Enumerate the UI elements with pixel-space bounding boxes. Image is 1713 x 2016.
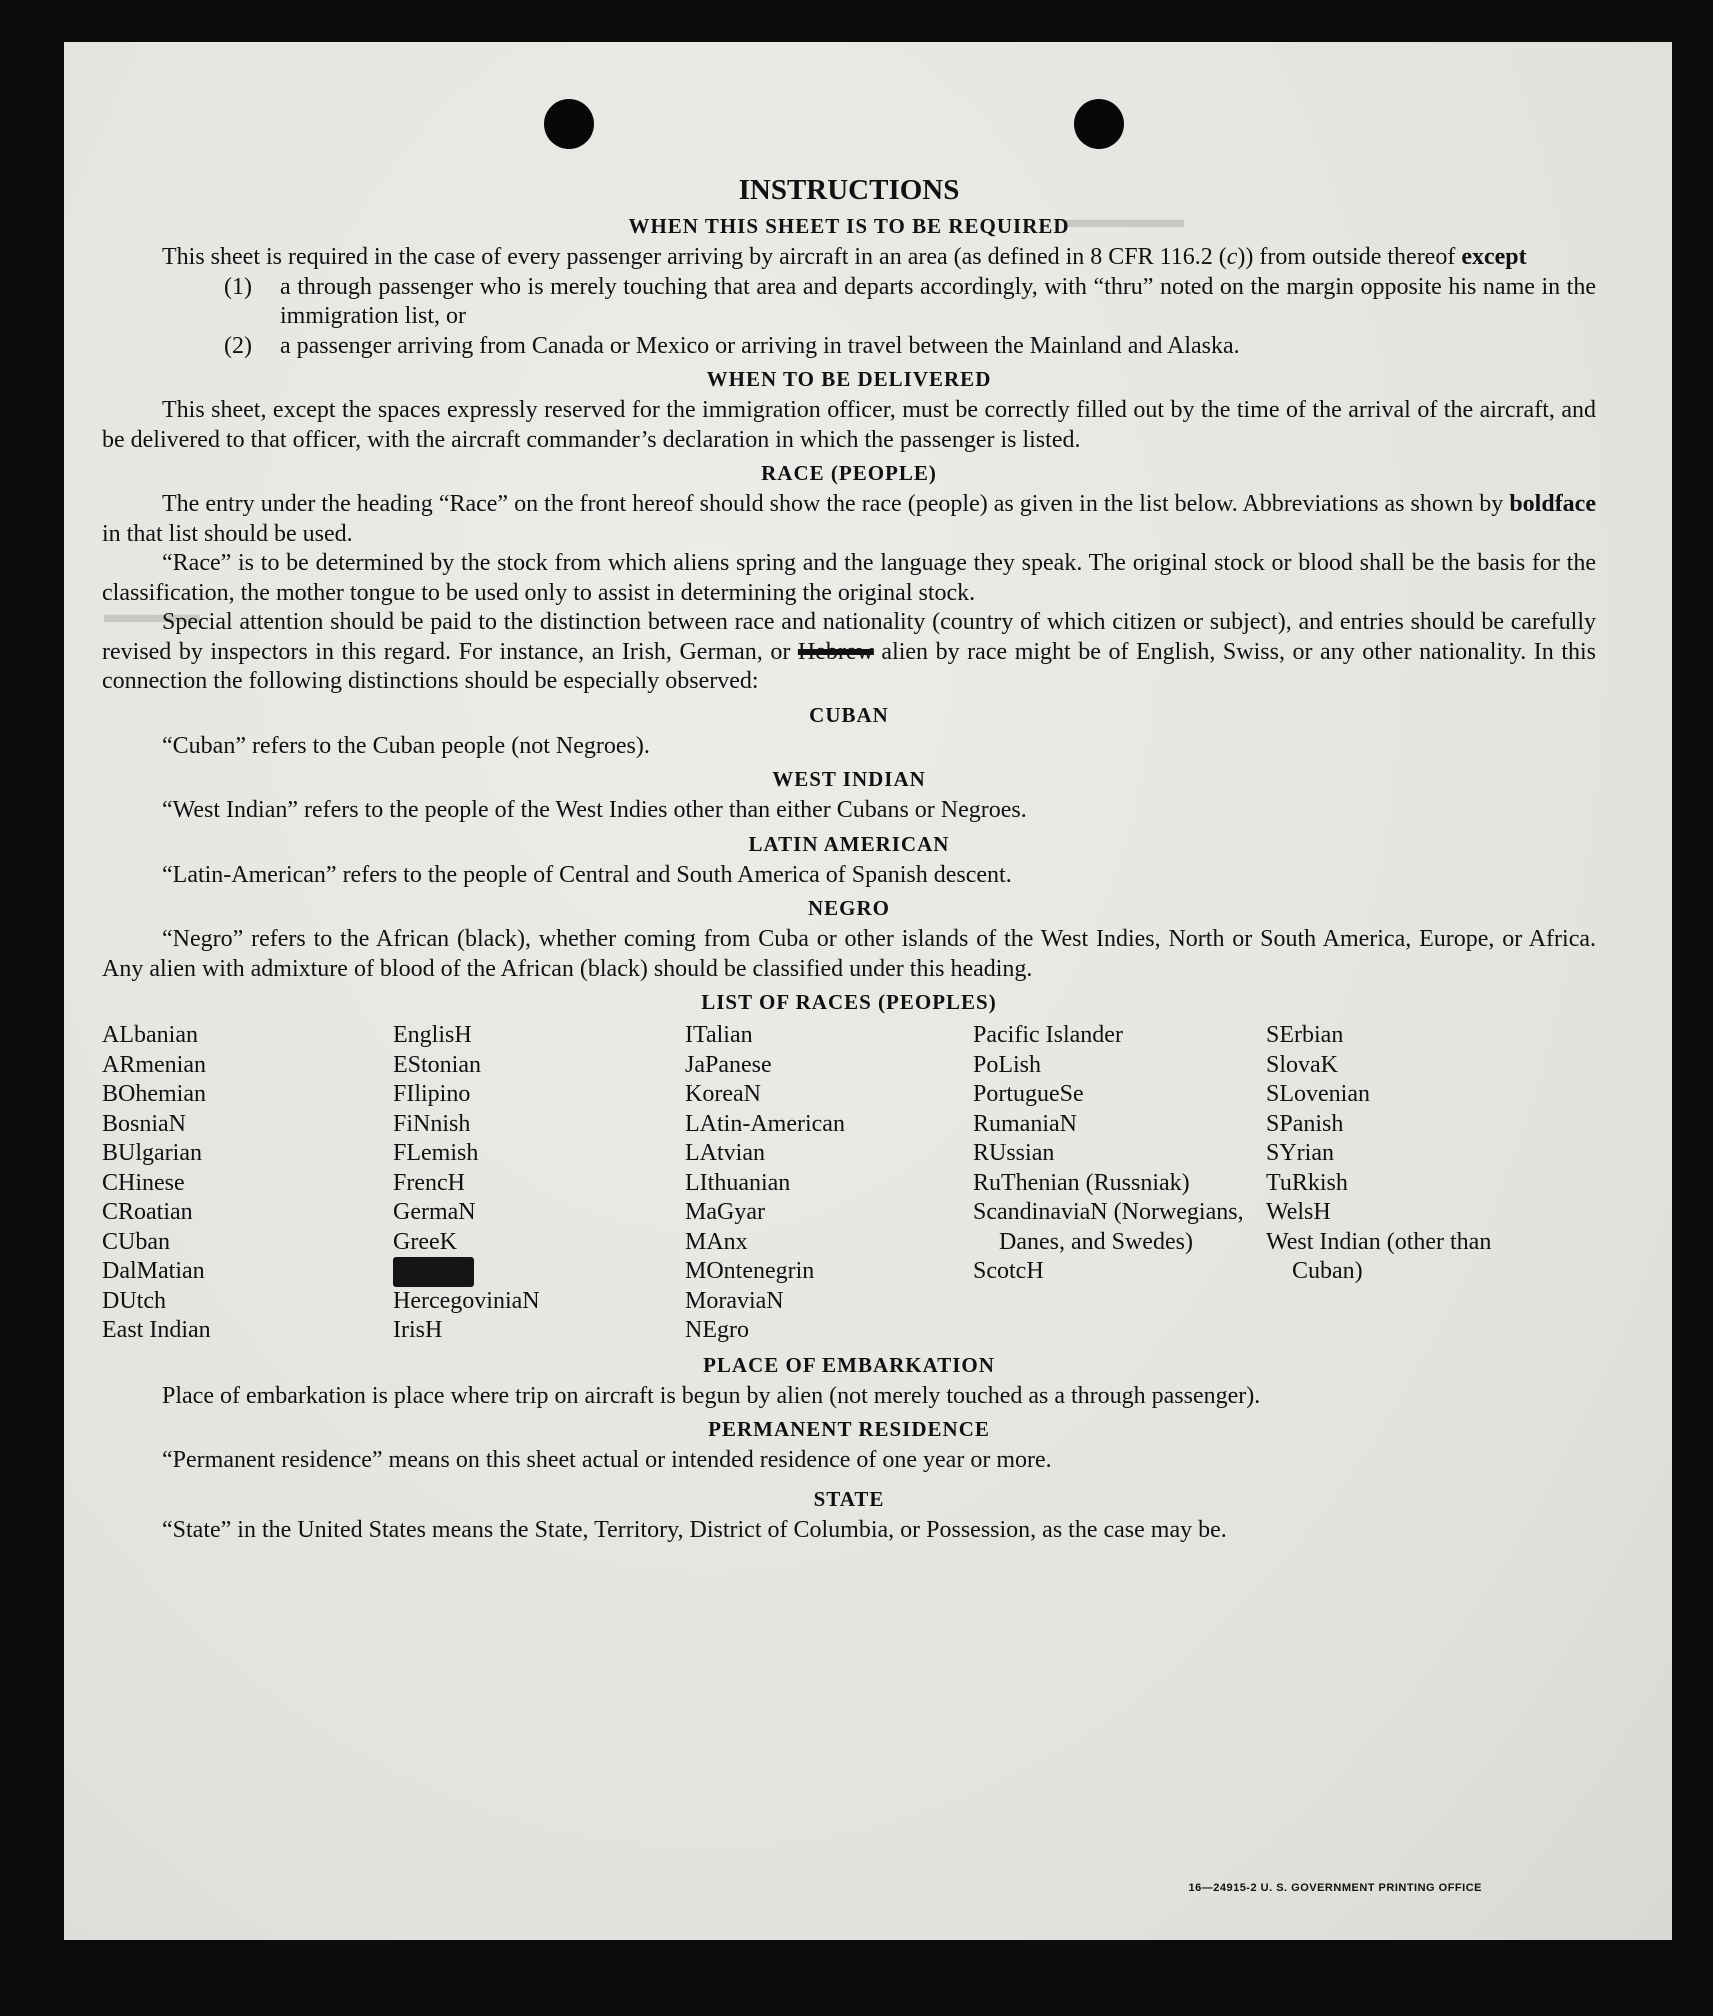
race-entry: FrencH [393,1169,465,1196]
race-list [102,1021,1596,1346]
section-heading-when-required: WHEN THIS SHEET IS TO BE REQUIRED [628,214,1070,238]
race-entry: CHinese [102,1169,185,1196]
embarkation-text: Place of embarkation is place where trip on aircraft is begun by alien (not merely touched as a through passenger). [162,1382,1261,1409]
section-heading-cuban: CUBAN [809,702,889,727]
punch-hole [1074,99,1124,149]
race-entry: JaPanese [685,1051,772,1078]
race-entry: PoLish [973,1051,1042,1078]
section-heading-west-indian: WEST INDIAN [772,767,926,791]
race-entry: DalMatian [102,1258,205,1284]
race-entry: ARmenian [102,1051,206,1078]
race-entry: GreeK [393,1228,457,1255]
race-entry: ScotcH [973,1258,1044,1284]
race-entry: East Indian [102,1317,211,1343]
race-entry: DUtch [102,1287,166,1314]
race-entry: BOhemian [102,1081,206,1107]
race-entry: BUlgarian [102,1140,202,1166]
race-entry: CRoatian [102,1199,193,1225]
cuban-text: “Cuban” refers to the Cuban people (not Negroes). [162,732,650,759]
race-entry: BosniaN [102,1110,186,1137]
section-heading-state: STATE [813,1486,885,1511]
struck-word: Hebrew [797,638,874,665]
race-paragraph-1: The entry under the heading “Race” on the front hereof should show the race (people) as given in the list below. Abbreviations as shown by boldface in that list should be used. [102,491,1596,547]
race-entry: EStonian [393,1051,481,1078]
race-column [973,1021,1266,1346]
race-entry: LAtin-American [685,1110,845,1137]
race-entry: FiNnish [393,1110,471,1137]
race-entry: West Indian (other than Cuban) [1266,1228,1492,1284]
race-entry: LIthuanian [685,1169,791,1196]
residence-text: “Permanent residence” means on this sheet actual or intended residence of one year or more. [162,1447,1052,1473]
race-entry: ScandinaviaN (Norwegians, Danes, and Swedes) [973,1199,1244,1255]
punch-hole [544,99,594,149]
race-entry: EnglisH [393,1022,472,1048]
race-entry-redacted: HebreW [393,1257,685,1287]
race-entry: SPanish [1266,1110,1344,1137]
race-entry: NEgro [685,1317,749,1343]
page-title: INSTRUCTIONS [738,174,960,206]
race-entry: RuThenian (Russniak) [973,1169,1190,1196]
race-entry: RumaniaN [973,1110,1077,1137]
race-entry: MoraviaN [685,1287,784,1314]
negro-text: “Negro” refers to the African (black), whether coming from Cuba or other islands of the West Indies, North or South America, Europe, or Africa. Any alien with admixture of blood of the African (black) should be classified under this heading. [102,926,1596,982]
race-entry: SlovaK [1266,1051,1338,1078]
section-heading-race: RACE (PEOPLE) [761,461,937,485]
race-paragraph-3: Special attention should be paid to the distinction between race and nationality (country of which citizen or subject), and entries should be carefully revised by inspectors in this regard. For instance, an Irish, German, or Hebrew alien by race might be of English, Swiss, or any other nationality. In this connection the following distinctions should be especially observed: [102,609,1597,694]
race-entry: WelsH [1266,1199,1331,1225]
race-entry: MOntenegrin [685,1258,815,1284]
exception-item: (2) a passenger arriving from Canada or Mexico or arriving in travel between the Mainland and Alaska. [224,332,1240,359]
bleed-through: ▬▬▬▬▬ [1064,207,1184,233]
race-entry: FLemish [393,1140,479,1166]
state-text: “State” in the United States means the State, Territory, District of Columbia, or Possession, as the case may be. [162,1516,1227,1543]
when-required-text: This sheet is required in the case of every passenger arriving by aircraft in an area (as defined in 8 CFR 116.2 (c)) from outside thereof except [162,244,1527,270]
race-entry: ALbanian [102,1022,198,1048]
race-column [685,1021,973,1346]
when-delivered-text: This sheet, except the spaces expressly reserved for the immigration officer, must be correctly filled out by the time of the arrival of the aircraft, and be delivered to that officer, with the aircraft commander’s declaration in which the passenger is listed. [102,397,1596,453]
section-heading-list-of-races: LIST OF RACES (PEOPLES) [701,990,997,1014]
section-heading-latin-american: LATIN AMERICAN [748,831,950,856]
race-entry: KoreaN [685,1081,761,1107]
race-entry: Pacific Islander [973,1022,1123,1048]
race-entry: RUssian [973,1140,1055,1166]
race-entry: MaGyar [685,1199,765,1225]
race-column [1266,1021,1526,1346]
race-entry: SErbian [1266,1022,1344,1048]
race-entry: FIlipino [393,1081,471,1107]
race-entry: ITalian [685,1022,753,1048]
race-entry: TuRkish [1266,1169,1348,1196]
section-heading-negro: NEGRO [807,896,890,920]
race-column [102,1021,393,1346]
race-entry: PortugueSe [973,1081,1084,1107]
section-heading-when-delivered: WHEN TO BE DELIVERED [706,367,992,391]
race-entry: SLovenian [1266,1081,1370,1107]
bleed-through: ▬▬▬▬ [104,602,200,628]
instructions-content [102,172,1596,1545]
section-heading-residence: PERMANENT RESIDENCE [708,1417,990,1441]
latin-american-text: “Latin-American” refers to the people of Central and South America of Spanish descent. [162,861,1012,888]
race-entry: CUban [102,1228,170,1255]
west-indian-text: “West Indian” refers to the people of the West Indies other than either Cubans or Negroes. [162,797,1027,823]
section-heading-embarkation: PLACE OF EMBARKATION [703,1352,995,1377]
race-entry: MAnx [685,1228,748,1255]
race-paragraph-2: “Race” is to be determined by the stock from which aliens spring and the language they speak. The original stock or blood shall be the basis for the classification, the mother tongue to be used only to assist in determining the original stock. [102,550,1596,606]
race-entry: HercegoviniaN [393,1287,540,1314]
document-page [64,42,1672,1940]
race-entry: SYrian [1266,1140,1334,1166]
race-entry: LAtvian [685,1140,765,1166]
printing-office-code: 16—24915-2 U. S. GOVERNMENT PRINTING OFFICE [1188,1882,1482,1894]
race-entry: IrisH [393,1317,443,1343]
race-column [393,1021,685,1346]
race-entry: GermaN [393,1199,476,1225]
exception-item: (1) a through passenger who is merely touching that area and departs accordingly, with “thru” noted on the margin opposite his name in the immigration list, or [224,273,1596,329]
